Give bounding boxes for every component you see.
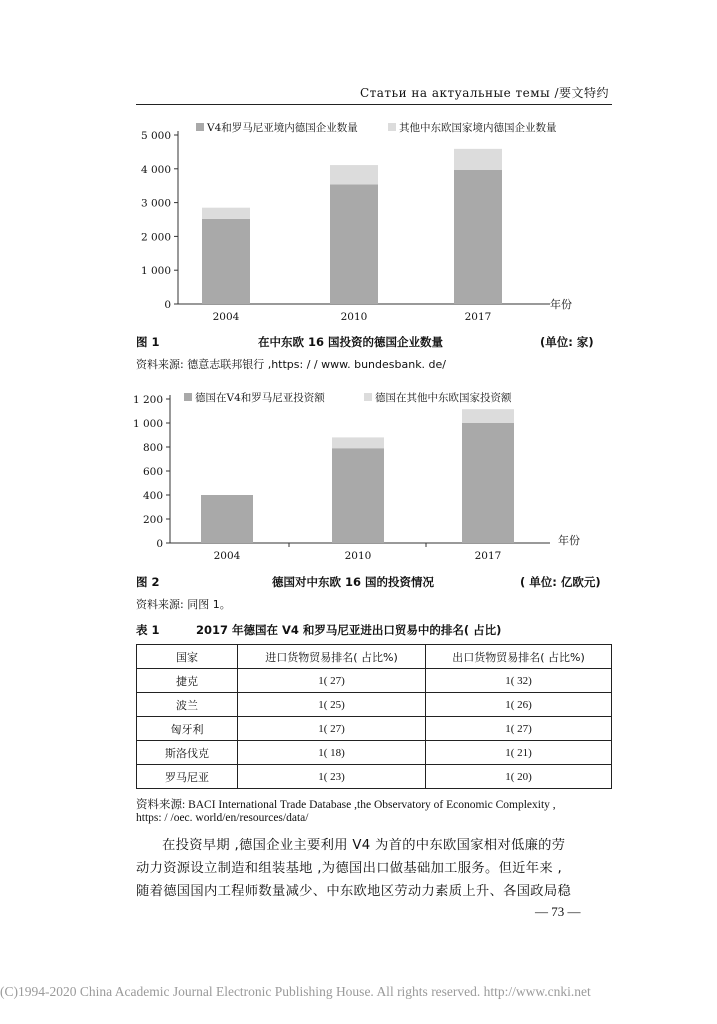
y-tick-label: 1 200 (132, 394, 163, 406)
y-tick-label: 5 000 (140, 130, 171, 142)
table-cell-export: 1( 26) (426, 693, 612, 717)
table-cell-export: 1( 21) (426, 741, 612, 765)
figure1-unit: (单位: 家) (540, 335, 594, 349)
bar-other-2017 (462, 409, 514, 423)
table-row (137, 765, 612, 789)
header-divider (136, 104, 612, 105)
table-header-import: 进口货物贸易排名( 占比%) (238, 645, 426, 669)
x-axis-label: 年份 (558, 534, 580, 547)
table-header-row (137, 645, 612, 669)
y-tick-label: 0 (156, 538, 163, 550)
legend-swatch (388, 123, 396, 131)
table-header-export: 出口货物贸易排名( 占比%) (426, 645, 612, 669)
figure1-chart (126, 118, 596, 328)
table1-label: 表 1 (136, 623, 160, 637)
table-header-country: 国家 (137, 645, 238, 669)
figure2-unit: ( 单位: 亿欧元) (520, 575, 601, 589)
table-cell-import: 1( 27) (238, 669, 426, 693)
bar-v4-2004 (202, 219, 250, 304)
figure2-chart (126, 390, 596, 570)
table-cell-export: 1( 32) (426, 669, 612, 693)
copyright-footer: (C)1994-2020 China Academic Journal Electronic Publishing House. All rights reserved. http://www.cnki.net (0, 984, 591, 999)
table-cell-import: 1( 25) (238, 693, 426, 717)
y-tick-label: 600 (142, 466, 163, 478)
table-cell-import: 1( 27) (238, 717, 426, 741)
y-tick-label: 800 (142, 442, 163, 454)
table-cell-export: 1( 20) (426, 765, 612, 789)
x-tick-label: 2017 (474, 550, 502, 562)
table1-title: 2017 年德国在 V4 和罗马尼亚进出口贸易中的排名( 占比) (196, 623, 502, 637)
figure1-label: 图 1 (136, 335, 160, 349)
bar-v4-2010 (330, 184, 378, 304)
figure1-caption: 在中东欧 16 国投资的德国企业数量 (258, 335, 444, 349)
x-tick-label: 2004 (212, 311, 240, 323)
y-tick-label: 400 (142, 490, 163, 502)
bar-v4-2017 (454, 170, 502, 304)
legend-swatch (196, 123, 204, 131)
x-tick-label: 2010 (340, 311, 368, 323)
running-header: Статьи на актуальные темы /要文特约 (359, 86, 609, 100)
legend-label: V4和罗马尼亚境内德国企业数量 (207, 122, 358, 134)
bar-v4-2017 (462, 423, 514, 543)
table1-source-line1: 资料来源: BACI International Trade Database ,the Observatory of Economic Complexity , (136, 799, 556, 811)
table-cell-country: 斯洛伐克 (137, 741, 238, 765)
y-tick-label: 2 000 (140, 231, 171, 244)
y-tick-label: 1 000 (140, 265, 171, 278)
table-row (137, 741, 612, 765)
table-cell-import: 1( 18) (238, 741, 426, 765)
table-cell-country: 捷克 (137, 669, 238, 693)
table-row (137, 717, 612, 741)
legend-label: 德国在V4和罗马尼亚投资额 (195, 392, 325, 404)
legend-swatch (364, 393, 372, 401)
y-tick-label: 1 000 (132, 418, 163, 430)
table-cell-country: 罗马尼亚 (137, 765, 238, 789)
x-tick-label: 2004 (213, 550, 241, 562)
legend-label: 德国在其他中东欧国家投资额 (375, 392, 512, 404)
table-cell-country: 波兰 (137, 693, 238, 717)
bar-v4-2010 (332, 448, 384, 543)
figure2-caption: 德国对中东欧 16 国的投资情况 (272, 575, 435, 589)
body-line-2: 动力资源设立制造和组装基地 ,为德国出口做基础加工服务。但近年来 , (136, 861, 563, 876)
bar-v4-2004 (201, 495, 253, 543)
table-cell-import: 1( 23) (238, 765, 426, 789)
bar-other-2010 (330, 165, 378, 184)
x-tick-label: 2017 (464, 311, 492, 323)
figure2-source: 资料来源: 同图 1。 (136, 598, 231, 611)
page-number: — 73 — (535, 904, 581, 919)
y-tick-label: 0 (164, 299, 171, 311)
ranking-table (136, 644, 612, 789)
table-row (137, 669, 612, 693)
x-axis-label: 年份 (550, 298, 572, 311)
legend-swatch (184, 393, 192, 401)
body-line-3: 随着德国国内工程师数量减少、中东欧地区劳动力素质上升、各国政局稳 (136, 884, 572, 899)
x-tick-label: 2010 (344, 550, 372, 562)
y-tick-label: 3 000 (140, 197, 171, 210)
legend-label: 其他中东欧国家境内德国企业数量 (399, 122, 557, 134)
y-tick-label: 200 (142, 514, 163, 526)
table1-source-line2: https: / /oec. world/en/resources/data/ (136, 812, 309, 824)
y-tick-label: 4 000 (140, 163, 171, 176)
bar-other-2017 (454, 149, 502, 170)
body-line-1: 在投资早期 ,德国企业主要利用 V4 为首的中东欧国家相对低廉的劳 (162, 838, 566, 853)
table-cell-country: 匈牙利 (137, 717, 238, 741)
figure2-label: 图 2 (136, 575, 160, 589)
bar-other-2010 (332, 437, 384, 448)
table-row (137, 693, 612, 717)
figure1-source: 资料来源: 德意志联邦银行 ,https: / / www. bundesbank. de/ (136, 358, 447, 371)
table-cell-export: 1( 27) (426, 717, 612, 741)
bar-other-2004 (202, 208, 250, 219)
